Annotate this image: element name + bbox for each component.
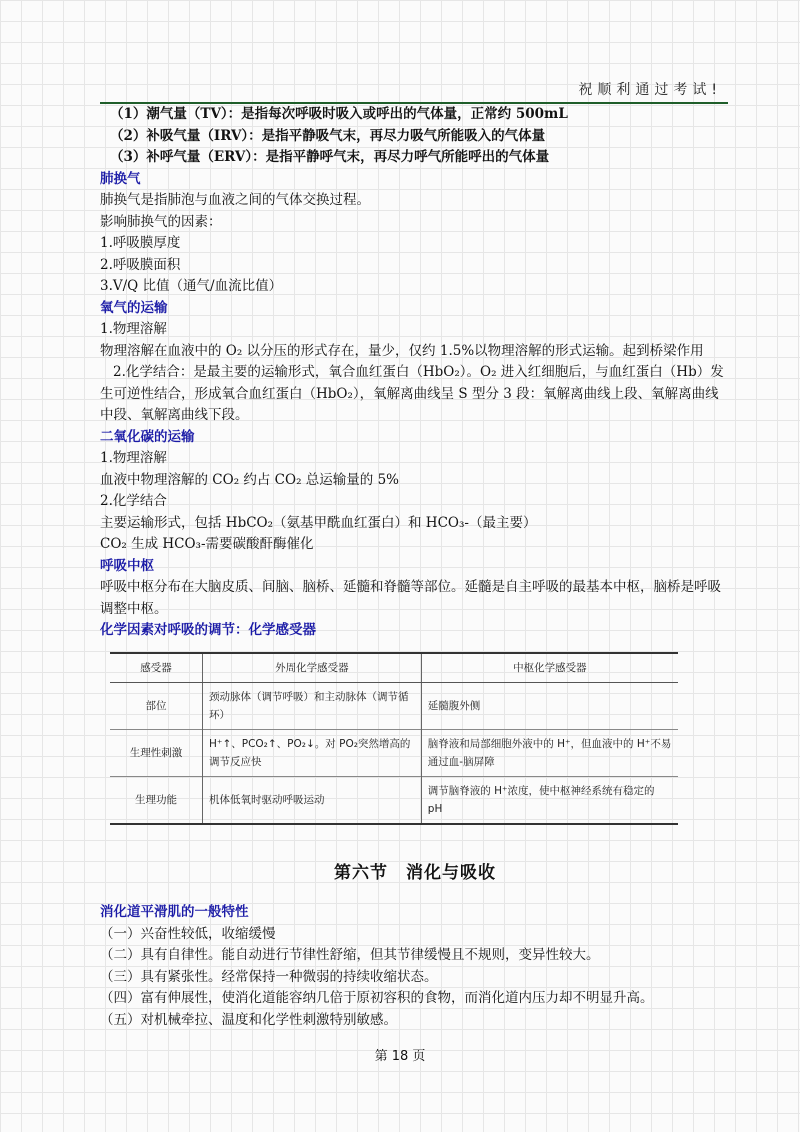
volume-erv: （3）补呼气量（ERV）：是指平静呼气末，再尽力呼气所能呼出的气体量	[110, 149, 550, 165]
lung-exchange-definition: 肺换气是指肺泡与血液之间的气体交换过程。	[100, 192, 370, 208]
center-text: 呼吸中枢分布在大脑皮质、间脑、脑桥、延髓和脊髓等部位。延髓是自主呼吸的最基本中枢，脑桥是呼吸调整中枢。	[100, 579, 721, 617]
co2-enzyme-text: CO₂ 生成 HCO₃-需要碳酸酐酶催化	[100, 536, 314, 552]
row-label: 生理性刺激	[110, 729, 203, 776]
co2-chemical-title: 2.化学结合	[100, 493, 167, 509]
table-row	[110, 776, 678, 824]
list-item: （三）具有紧张性。经常保持一种微弱的持续收缩状态。	[100, 968, 438, 985]
oxygen-physical-title: 1.物理溶解	[100, 321, 167, 337]
row-label: 生理功能	[110, 776, 203, 824]
heading-center: 呼吸中枢	[100, 557, 154, 574]
list-item: （二）具有自律性。能自动进行节律性舒缩，但其节律缓慢且不规则，变异性较大。	[100, 947, 600, 963]
heading-co2: 二氧化碳的运输	[100, 428, 195, 445]
table-row	[110, 729, 678, 776]
co2-chemical-text: 主要运输形式，包括 HbCO₂（氨基甲酰血红蛋白）和 HCO₃-（最主要）	[100, 514, 537, 531]
list-item: （四）富有伸展性，使消化道能容纳几倍于原初容积的食物，而消化道内压力却不明显升高。	[100, 990, 654, 1006]
table-cell: H⁺↑、PCO₂↑、PO₂↓。对 PO₂突然增高的调节反应快	[203, 729, 422, 776]
heading-smooth-muscle: 消化道平滑肌的一般特性	[100, 904, 249, 920]
factor-item: 1.呼吸膜厚度	[100, 235, 181, 251]
table-cell: 延髓腹外侧	[421, 682, 678, 729]
section-title: 第六节 消化与吸收	[334, 862, 496, 883]
page-number: 第 18 页	[374, 1049, 426, 1064]
co2-physical-text: 血液中物理溶解的 CO₂ 约占 CO₂ 总运输量的 5%	[100, 471, 399, 488]
table-cell: 颈动脉体（调节呼吸）和主动脉体（调节循环）	[203, 682, 422, 729]
table-cell: 调节脑脊液的 H⁺浓度，使中枢神经系统有稳定的 pH	[421, 776, 678, 824]
factor-item: 2.呼吸膜面积	[100, 256, 181, 273]
heading-oxygen: 氧气的运输	[100, 299, 168, 316]
volume-irv: （2）补吸气量（IRV）：是指平静吸气末，再尽力吸气所能吸入的气体量	[110, 127, 546, 144]
table-cell: 脑脊液和局部细胞外液中的 H⁺，但血液中的 H⁺不易通过血-脑屏障	[421, 729, 678, 776]
header-motto: 祝顺利通过考试!	[578, 82, 722, 98]
list-item: （五）对机械牵拉、温度和化学性刺激特别敏感。	[100, 1011, 397, 1028]
factor-item: 3.V/Q 比值（通气/血流比值）	[100, 278, 283, 294]
table-header: 感受器	[110, 653, 203, 683]
row-label: 部位	[110, 682, 203, 729]
oxygen-chemical-text: 2.化学结合：是最主要的运输形式，氧合血红蛋白（HbO₂）。O₂ 进入红细胞后，与血红蛋白（Hb）发生可逆性结合，形成氧合血红蛋白（HbO₂），氧解离曲线呈 S 型分 3 段：氧解离曲线上段、氧解离曲线中段、氧解离曲线下段。	[100, 364, 724, 423]
list-item: （一）兴奋性较低，收缩缓慢	[100, 925, 276, 942]
table-row	[110, 682, 678, 729]
lung-exchange-factors-title: 影响肺换气的因素：	[100, 213, 222, 230]
table-cell: 机体低氧时驱动呼吸运动	[203, 776, 422, 824]
chemoreceptor-table	[110, 652, 678, 825]
page-content	[100, 104, 730, 1031]
heading-lung-exchange: 肺换气	[100, 170, 141, 187]
table-header: 外周化学感受器	[203, 653, 422, 683]
co2-physical-title: 1.物理溶解	[100, 450, 167, 466]
table-header: 中枢化学感受器	[421, 653, 678, 683]
oxygen-physical-text: 物理溶解在血液中的 O₂ 以分压的形式存在，量少，仅约 1.5%以物理溶解的形式运输。起到桥梁作用	[100, 342, 704, 359]
volume-tv: （1）潮气量（TV）：是指每次呼吸时吸入或呼出的气体量，正常约 500mL	[110, 106, 568, 122]
table-header-row	[110, 653, 678, 683]
heading-chem-receptor: 化学因素对呼吸的调节：化学感受器	[100, 622, 316, 638]
